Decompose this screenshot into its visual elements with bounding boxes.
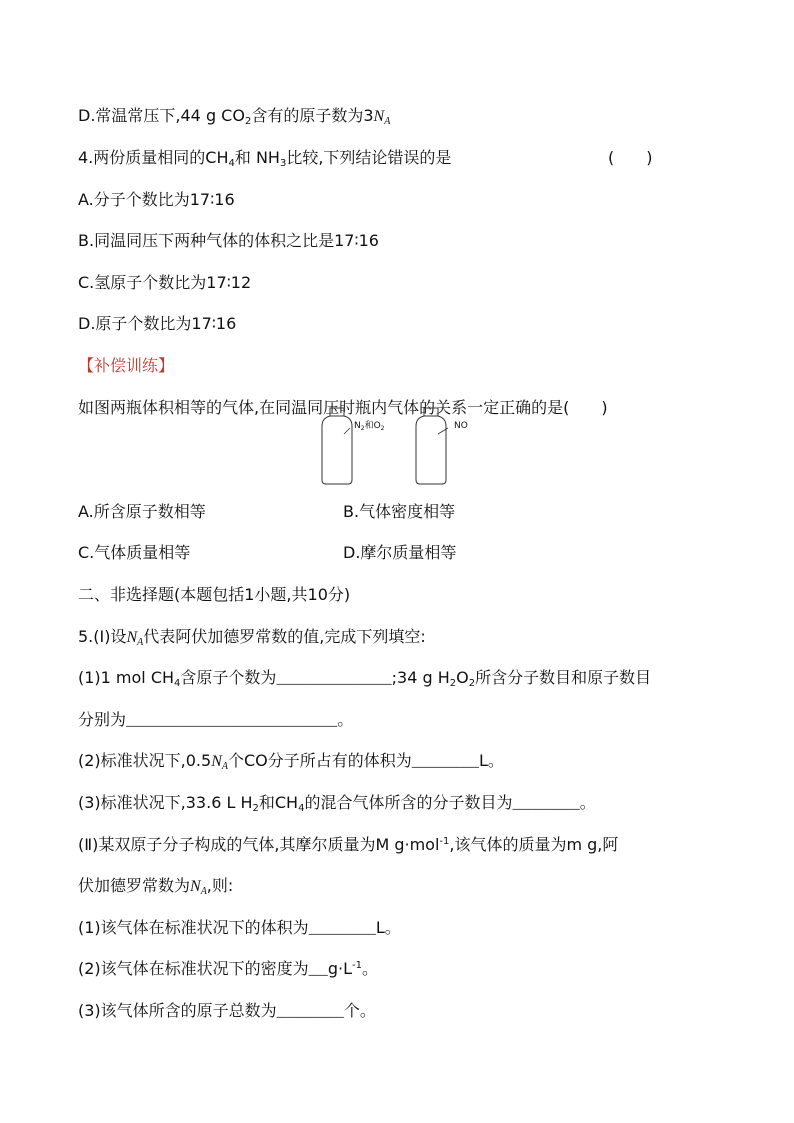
q5-sub-3-blank[interactable]: _______: [512, 795, 580, 813]
bottles-svg: [320, 404, 480, 488]
q5-sub-3: (3)标准状况下,33.6 L $H_2$和$CH_4$的混合气体所含的分子数目为_______。: [78, 793, 596, 814]
supplement-option-b: B.气体密度相等: [343, 502, 456, 521]
two-bottles-figure: [320, 404, 480, 492]
q4-option-b: B.同温同压下两种气体的体积之比是17∶16: [78, 231, 379, 250]
q5-sub-1-blank-2[interactable]: ______________________: [126, 712, 338, 730]
q5-part-2-intro-cont: 伏加德罗常数为$N_A$,则:: [78, 876, 234, 897]
section-2-title: 二、非选择题(本题包括1小题,共10分): [78, 585, 351, 604]
q5-part-1-intro: 5.(Ⅰ)设$N_A$代表阿伏加德罗常数的值,完成下列填空:: [78, 627, 426, 648]
q5-sub-2: (2)标准状况下$,0.5N_A$个CO分子所占有的体积为_______L。: [78, 751, 504, 772]
supplement-option-c: C.气体质量相等: [78, 543, 191, 562]
q5-part-2-sub-3: (3)该气体所含的原子总数为_______个。: [78, 1001, 376, 1021]
q5-part-2-sub-2: (2)该气体在标准状况下的密度为$\_\_g\cdot L^{-1}$。: [78, 959, 379, 979]
q5-part-2-sub-1-blank[interactable]: _______: [308, 920, 376, 938]
q5-sub-1: (1)1 mol $CH_4$含原子个数为____________;34 g $H_2O_2$所含分子数目和原子数目: [78, 668, 652, 689]
q4-option-a: A.分子个数比为17∶16: [78, 190, 235, 209]
q3-option-d: D.常温常压下,44 g $CO_2$含有的原子数为$3N_A$: [78, 106, 391, 127]
bottle-2-label: NO: [454, 421, 468, 431]
supplement-option-d: D.摩尔质量相等: [343, 543, 457, 562]
q5-sub-2-blank[interactable]: _______: [411, 753, 479, 771]
q5-sub-1-cont: 分别为______________________。: [78, 710, 354, 730]
q4-answer-bracket: ( ): [608, 148, 653, 167]
q4-option-c: C.氢原子个数比为17∶12: [78, 273, 252, 292]
q5-sub-1-blank-1[interactable]: ____________: [276, 670, 392, 688]
supplement-option-a: A.所含原子数相等: [78, 502, 206, 521]
q5-part-2-sub-1: (1)该气体在标准状况下的体积为_______L。: [78, 918, 401, 938]
supplement-heading: 【补偿训练】: [78, 356, 175, 375]
q4-option-d: D.原子个数比为17∶16: [78, 314, 237, 333]
q4-stem: 4.两份质量相同的$CH_4$和 $NH_3$比较,下列结论错误的是: [78, 148, 452, 169]
bottle-2: [416, 408, 448, 484]
q5-part-2-intro: (Ⅱ)某双原子分子构成的气体,其摩尔质量为M g·mol$^{-1}$,该气体的质量为m g,阿: [78, 835, 619, 854]
q5-part-2-sub-2-blank[interactable]: __: [308, 961, 328, 979]
q5-part-2-sub-3-blank[interactable]: _______: [276, 1003, 344, 1021]
supplement-stem: 如图两瓶体积相等的气体,在同温同压时瓶内气体的关系一定正确的是( ): [78, 398, 608, 417]
bottle-1: [322, 408, 352, 484]
bottle-1-label: $N_2$和$O_2$: [354, 421, 385, 432]
